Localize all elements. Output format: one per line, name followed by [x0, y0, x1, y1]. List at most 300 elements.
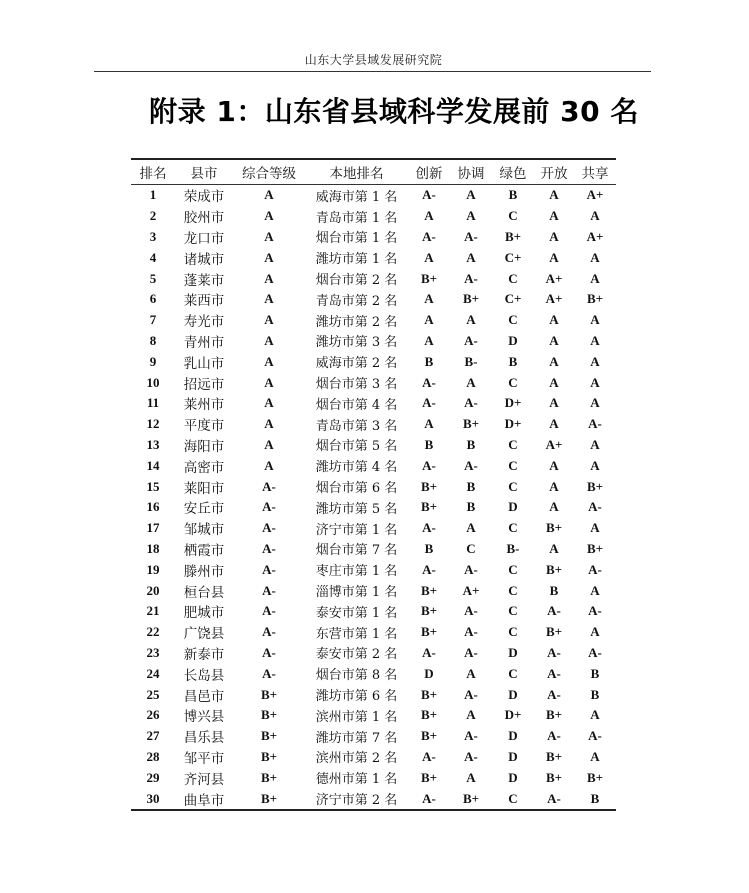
rank-cell: 19	[146, 561, 160, 577]
coordination-cell: A-	[464, 395, 478, 411]
county-cell: 邹平市	[183, 750, 225, 767]
openness-cell: A	[549, 249, 559, 265]
county-cell: 邹城市	[183, 522, 225, 539]
local-rank-cell: 济宁市第 1 名	[315, 522, 398, 538]
rank-cell: 28	[146, 748, 160, 764]
local-rank-cell: 泰安市第 1 名	[315, 605, 398, 621]
county-cell: 长岛县	[183, 667, 225, 684]
sharing-cell: A	[590, 520, 600, 536]
innovation-cell: B+	[420, 582, 438, 598]
coordination-cell: A-	[464, 457, 478, 473]
county-cell: 安丘市	[183, 501, 225, 518]
rank-cell: 20	[146, 582, 160, 598]
coordination-cell: B-	[464, 353, 478, 369]
openness-cell: B+	[545, 520, 563, 536]
sharing-cell: A	[590, 707, 600, 723]
local-rank-cell: 烟台市第 7 名	[315, 543, 398, 559]
local-rank-cell: 青岛市第 3 名	[315, 418, 398, 434]
green-cell: C	[508, 665, 518, 681]
header-overall-grade: 综合等级	[233, 159, 305, 185]
local-rank-cell: 烟台市第 4 名	[315, 397, 398, 413]
innovation-cell: A-	[422, 228, 436, 244]
overall-grade-cell: A	[264, 436, 274, 452]
local-rank-cell: 烟台市第 1 名	[315, 231, 398, 247]
coordination-cell: A+	[462, 582, 480, 598]
sharing-cell: A	[590, 457, 600, 473]
green-cell: C	[508, 624, 518, 640]
innovation-cell: B+	[420, 603, 438, 619]
rank-cell: 13	[146, 436, 160, 452]
coordination-cell: A	[466, 707, 476, 723]
rank-cell: 8	[149, 332, 157, 348]
table-row	[131, 747, 616, 768]
table-row	[131, 622, 616, 643]
sharing-cell: B	[590, 686, 600, 702]
coordination-cell: B	[466, 478, 476, 494]
green-cell: D+	[504, 395, 522, 411]
overall-grade-cell: B+	[260, 686, 278, 702]
local-rank-cell: 青岛市第 2 名	[315, 293, 398, 309]
openness-cell: A	[549, 457, 559, 473]
openness-cell: A	[549, 499, 559, 515]
county-cell: 荣成市	[183, 189, 225, 206]
county-cell: 莱阳市	[183, 480, 225, 497]
county-cell: 博兴县	[183, 709, 225, 726]
sharing-cell: A-	[588, 644, 602, 660]
green-cell: B	[508, 353, 518, 369]
overall-grade-cell: A-	[262, 499, 276, 515]
overall-grade-cell: A-	[262, 582, 276, 598]
local-rank-cell: 济宁市第 2 名	[305, 788, 408, 810]
overall-grade-cell: A-	[262, 603, 276, 619]
sharing-cell: A-	[588, 499, 602, 515]
local-rank-cell: 烟台市第 6 名	[315, 481, 398, 497]
coordination-cell: A-	[464, 603, 478, 619]
openness-cell: A-	[547, 665, 561, 681]
county-cell: 龙口市	[183, 230, 225, 247]
openness-cell: A	[549, 478, 559, 494]
sharing-cell: A+	[586, 187, 604, 203]
ranking-table-container	[131, 158, 616, 811]
green-cell: C	[508, 603, 518, 619]
openness-cell: A	[549, 395, 559, 411]
sharing-cell: B	[590, 665, 600, 681]
county-cell: 诸城市	[183, 251, 225, 268]
county-cell: 莱州市	[183, 397, 225, 414]
green-cell: B+	[504, 228, 522, 244]
sharing-cell: B+	[586, 291, 604, 307]
innovation-cell: B+	[420, 624, 438, 640]
coordination-cell: A-	[464, 270, 478, 286]
county-cell: 海阳市	[183, 438, 225, 455]
table-row	[131, 497, 616, 518]
sharing-cell: A-	[588, 416, 602, 432]
sharing-cell: A	[590, 748, 600, 764]
openness-cell: A-	[534, 788, 574, 810]
local-rank-cell: 滨州市第 1 名	[315, 709, 398, 725]
table-row	[131, 247, 616, 268]
openness-cell: A	[549, 540, 559, 556]
rank-cell: 5	[149, 270, 157, 286]
innovation-cell: B+	[420, 686, 438, 702]
local-rank-cell: 潍坊市第 4 名	[315, 460, 398, 476]
sharing-cell: A+	[586, 228, 604, 244]
local-rank-cell: 潍坊市第 3 名	[315, 335, 398, 351]
county-cell: 乳山市	[183, 355, 225, 372]
overall-grade-cell: B+	[260, 769, 278, 785]
table-row	[131, 643, 616, 664]
openness-cell: A	[549, 374, 559, 390]
county-cell: 平度市	[183, 418, 225, 435]
openness-cell: A+	[545, 291, 563, 307]
openness-cell: A	[549, 312, 559, 328]
openness-cell: A-	[547, 686, 561, 702]
coordination-cell: A-	[464, 728, 478, 744]
innovation-cell: A	[424, 312, 434, 328]
overall-grade-cell: A	[264, 395, 274, 411]
coordination-cell: A-	[464, 228, 478, 244]
county-cell: 栖霞市	[183, 542, 225, 559]
openness-cell: B+	[545, 769, 563, 785]
local-rank-cell: 潍坊市第 5 名	[315, 501, 398, 517]
local-rank-cell: 威海市第 1 名	[315, 189, 398, 205]
coordination-cell: A	[466, 312, 476, 328]
coordination-cell: A-	[464, 748, 478, 764]
rank-cell: 15	[146, 478, 160, 494]
rank-cell: 12	[146, 416, 160, 432]
rank-cell: 3	[149, 228, 157, 244]
table-row	[131, 788, 616, 810]
header-local-rank: 本地排名	[305, 159, 408, 185]
table-row	[131, 455, 616, 476]
table-row	[131, 580, 616, 601]
rank-cell: 30	[131, 788, 175, 810]
overall-grade-cell: A-	[262, 624, 276, 640]
green-cell: C+	[504, 291, 522, 307]
county-cell: 新泰市	[183, 646, 225, 663]
innovation-cell: A-	[422, 644, 436, 660]
green-cell: D	[508, 644, 518, 660]
innovation-cell: D	[424, 665, 434, 681]
innovation-cell: A-	[408, 788, 450, 810]
overall-grade-cell: A	[264, 416, 274, 432]
table-row	[131, 518, 616, 539]
openness-cell: A-	[547, 728, 561, 744]
rank-cell: 21	[146, 603, 160, 619]
green-cell: C	[492, 788, 534, 810]
sharing-cell: A	[590, 374, 600, 390]
local-rank-cell: 烟台市第 3 名	[315, 377, 398, 393]
green-cell: C	[508, 520, 518, 536]
green-cell: D	[508, 769, 518, 785]
openness-cell: B+	[545, 707, 563, 723]
overall-grade-cell: A-	[262, 665, 276, 681]
coordination-cell: A	[466, 665, 476, 681]
overall-grade-cell: A	[264, 332, 274, 348]
green-cell: B	[508, 187, 518, 203]
table-row	[131, 705, 616, 726]
coordination-cell: A	[466, 187, 476, 203]
rank-cell: 25	[146, 686, 160, 702]
coordination-cell: B	[466, 499, 476, 515]
header-openness: 开放	[534, 159, 574, 185]
openness-cell: B+	[545, 561, 563, 577]
county-cell: 蓬莱市	[183, 272, 225, 289]
coordination-cell: B	[466, 436, 476, 452]
innovation-cell: B	[424, 540, 434, 556]
county-cell: 昌乐县	[183, 730, 225, 747]
sharing-cell: A	[590, 249, 600, 265]
overall-grade-cell: A	[264, 187, 274, 203]
county-cell: 莱西市	[183, 293, 225, 310]
sharing-cell: A	[590, 312, 600, 328]
innovation-cell: A-	[422, 457, 436, 473]
overall-grade-cell: A-	[262, 520, 276, 536]
county-cell: 寿光市	[183, 314, 225, 331]
innovation-cell: B	[424, 436, 434, 452]
openness-cell: A+	[545, 270, 563, 286]
rank-cell: 26	[146, 707, 160, 723]
county-cell: 曲阜市	[175, 788, 233, 810]
table-row	[131, 476, 616, 497]
green-cell: C	[508, 270, 518, 286]
rank-cell: 16	[146, 499, 160, 515]
local-rank-cell: 德州市第 1 名	[315, 772, 398, 788]
openness-cell: A-	[547, 644, 561, 660]
table-row	[131, 310, 616, 331]
table-row	[131, 726, 616, 747]
rank-cell: 7	[149, 312, 157, 328]
overall-grade-cell: A	[264, 353, 274, 369]
table-row	[131, 185, 616, 206]
rank-cell: 24	[146, 665, 160, 681]
sharing-cell: A-	[588, 728, 602, 744]
table-body	[131, 185, 616, 810]
openness-cell: B	[549, 582, 559, 598]
openness-cell: A+	[545, 436, 563, 452]
county-cell: 青州市	[183, 334, 225, 351]
table-row	[131, 559, 616, 580]
overall-grade-cell: A-	[262, 478, 276, 494]
rank-cell: 1	[149, 187, 157, 203]
table-row	[131, 227, 616, 248]
county-cell: 桓台县	[183, 584, 225, 601]
header-sharing: 共享	[574, 159, 616, 185]
table-row	[131, 206, 616, 227]
local-rank-cell: 潍坊市第 2 名	[315, 314, 398, 330]
openness-cell: A-	[547, 603, 561, 619]
innovation-cell: A-	[422, 395, 436, 411]
ranking-table	[131, 158, 616, 811]
local-rank-cell: 烟台市第 8 名	[315, 668, 398, 684]
overall-grade-cell: A	[264, 374, 274, 390]
table-row	[131, 767, 616, 788]
overall-grade-cell: A	[264, 270, 274, 286]
sharing-cell: A	[590, 270, 600, 286]
innovation-cell: A-	[422, 520, 436, 536]
coordination-cell: A-	[464, 644, 478, 660]
table-row	[131, 351, 616, 372]
rank-cell: 4	[149, 249, 157, 265]
green-cell: D+	[504, 416, 522, 432]
rank-cell: 2	[149, 208, 157, 224]
coordination-cell: B+	[450, 788, 492, 810]
green-cell: D	[508, 686, 518, 702]
local-rank-cell: 威海市第 2 名	[315, 356, 398, 372]
rank-cell: 23	[146, 644, 160, 660]
rank-cell: 9	[149, 353, 157, 369]
coordination-cell: A	[466, 208, 476, 224]
rank-cell: 29	[146, 769, 160, 785]
coordination-cell: C	[466, 540, 476, 556]
table-row	[131, 435, 616, 456]
green-cell: C	[508, 374, 518, 390]
table-row	[131, 268, 616, 289]
local-rank-cell: 烟台市第 2 名	[315, 273, 398, 289]
sharing-cell: A	[590, 582, 600, 598]
local-rank-cell: 潍坊市第 1 名	[315, 252, 398, 268]
rank-cell: 14	[146, 457, 160, 473]
overall-grade-cell: A	[264, 208, 274, 224]
innovation-cell: B	[424, 353, 434, 369]
header-rank: 排名	[131, 159, 175, 185]
overall-grade-cell: A-	[262, 561, 276, 577]
page-title: 附录 1：山东省县域科学发展前 30 名	[149, 95, 639, 128]
running-header: 山东大学县域发展研究院	[304, 53, 443, 67]
innovation-cell: A-	[422, 561, 436, 577]
innovation-cell: B+	[420, 728, 438, 744]
green-cell: C	[508, 582, 518, 598]
innovation-cell: B+	[420, 478, 438, 494]
header-county: 县市	[175, 159, 233, 185]
overall-grade-cell: B+	[260, 748, 278, 764]
overall-grade-cell: A	[264, 291, 274, 307]
local-rank-cell: 潍坊市第 7 名	[315, 730, 398, 746]
green-cell: C	[508, 561, 518, 577]
innovation-cell: A	[424, 249, 434, 265]
green-cell: C	[508, 436, 518, 452]
local-rank-cell: 枣庄市第 1 名	[315, 564, 398, 580]
innovation-cell: A	[424, 416, 434, 432]
overall-grade-cell: B+	[233, 788, 305, 810]
county-cell: 胶州市	[183, 210, 225, 227]
openness-cell: A	[549, 416, 559, 432]
sharing-cell: A	[590, 332, 600, 348]
table-row	[131, 414, 616, 435]
coordination-cell: A	[466, 769, 476, 785]
table-row	[131, 393, 616, 414]
innovation-cell: A	[424, 208, 434, 224]
green-cell: D	[508, 748, 518, 764]
local-rank-cell: 青岛市第 1 名	[315, 210, 398, 226]
overall-grade-cell: B+	[260, 707, 278, 723]
green-cell: D	[508, 499, 518, 515]
overall-grade-cell: A-	[262, 540, 276, 556]
green-cell: D+	[504, 707, 522, 723]
rank-cell: 17	[146, 520, 160, 536]
sharing-cell: A-	[588, 603, 602, 619]
sharing-cell: A	[590, 353, 600, 369]
openness-cell: A	[549, 228, 559, 244]
county-cell: 肥城市	[183, 605, 225, 622]
green-cell: C	[508, 208, 518, 224]
rank-cell: 10	[146, 374, 160, 390]
coordination-cell: B+	[462, 291, 480, 307]
innovation-cell: B+	[420, 707, 438, 723]
openness-cell: A	[549, 332, 559, 348]
header-coordination: 协调	[450, 159, 492, 185]
openness-cell: A	[549, 208, 559, 224]
sharing-cell: A	[590, 436, 600, 452]
innovation-cell: A-	[422, 374, 436, 390]
county-cell: 滕州市	[183, 563, 225, 580]
coordination-cell: A-	[464, 561, 478, 577]
sharing-cell: A	[590, 395, 600, 411]
rank-cell: 6	[149, 291, 157, 307]
table-row	[131, 684, 616, 705]
innovation-cell: A-	[422, 187, 436, 203]
overall-grade-cell: A	[264, 312, 274, 328]
sharing-cell: B+	[586, 540, 604, 556]
table-row	[131, 663, 616, 684]
openness-cell: B+	[545, 624, 563, 640]
sharing-cell: A-	[588, 561, 602, 577]
overall-grade-cell: A	[264, 249, 274, 265]
green-cell: C	[508, 457, 518, 473]
table-row	[131, 539, 616, 560]
green-cell: D	[508, 728, 518, 744]
local-rank-cell: 潍坊市第 6 名	[315, 689, 398, 705]
sharing-cell: B+	[586, 478, 604, 494]
table-row	[131, 601, 616, 622]
sharing-cell: B+	[586, 769, 604, 785]
local-rank-cell: 淄博市第 1 名	[315, 585, 398, 601]
coordination-cell: A-	[464, 624, 478, 640]
overall-grade-cell: B+	[260, 728, 278, 744]
rank-cell: 11	[146, 395, 160, 411]
sharing-cell: A	[590, 208, 600, 224]
innovation-cell: B+	[420, 270, 438, 286]
sharing-cell: B	[574, 788, 616, 810]
openness-cell: A	[549, 187, 559, 203]
overall-grade-cell: A	[264, 457, 274, 473]
innovation-cell: B+	[420, 499, 438, 515]
coordination-cell: A-	[464, 332, 478, 348]
rank-cell: 27	[146, 728, 160, 744]
coordination-cell: A	[466, 520, 476, 536]
green-cell: C+	[504, 249, 522, 265]
county-cell: 高密市	[183, 459, 225, 476]
green-cell: B-	[506, 540, 520, 556]
green-cell: C	[508, 478, 518, 494]
header-innovation: 创新	[408, 159, 450, 185]
innovation-cell: A	[424, 332, 434, 348]
county-cell: 招远市	[183, 376, 225, 393]
rank-cell: 22	[146, 624, 160, 640]
local-rank-cell: 滨州市第 2 名	[315, 751, 398, 767]
local-rank-cell: 东营市第 1 名	[315, 626, 398, 642]
table-header-row	[131, 159, 616, 185]
innovation-cell: A	[424, 291, 434, 307]
coordination-cell: B+	[462, 416, 480, 432]
county-cell: 广饶县	[183, 626, 225, 643]
table-row	[131, 372, 616, 393]
sharing-cell: A	[590, 624, 600, 640]
coordination-cell: A	[466, 374, 476, 390]
rank-cell: 18	[146, 540, 160, 556]
coordination-cell: A-	[464, 686, 478, 702]
overall-grade-cell: A	[264, 228, 274, 244]
